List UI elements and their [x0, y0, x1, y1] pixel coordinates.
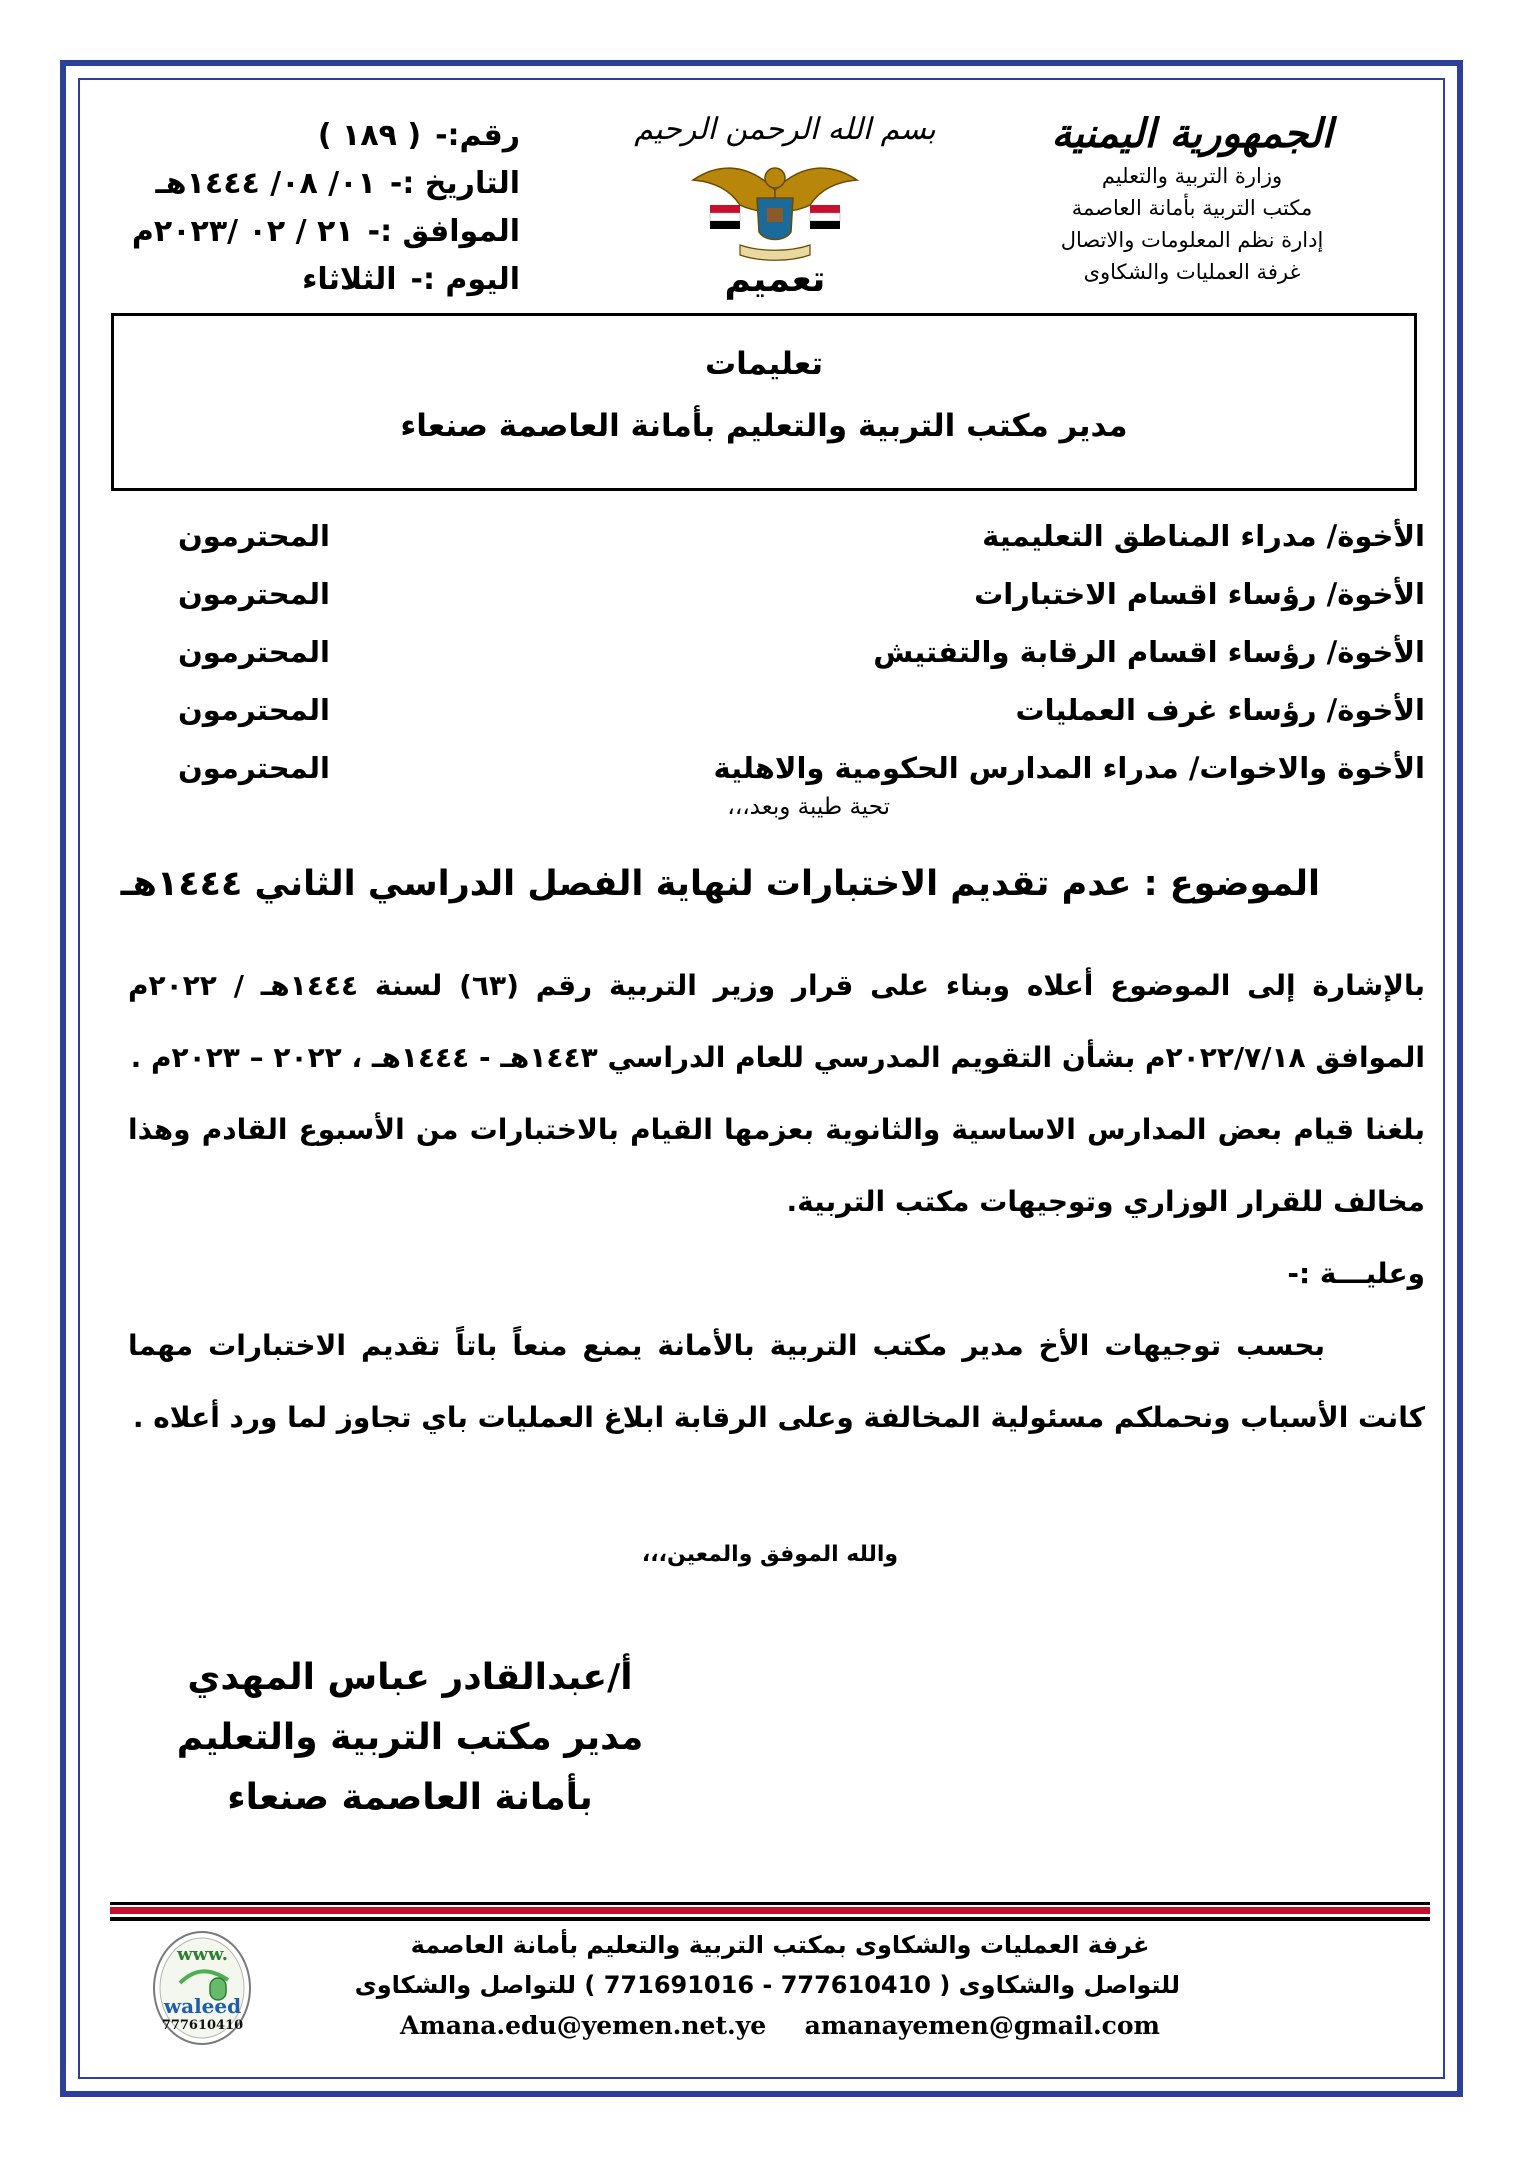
meta-date-value: ٠١/ ٠٨/ ١٤٤٤هـ — [155, 166, 376, 201]
email-gmail[interactable]: amanayemen@gmail.com — [804, 2011, 1160, 2040]
body-paragraph-accordingly: وعليـــة :- — [1287, 1257, 1425, 1290]
recipient-honorific: المحترمون — [178, 751, 330, 785]
ministry-name: وزارة التربية والتعليم — [1101, 164, 1283, 188]
basmala: بسم الله الرحمن الرحيم — [634, 112, 936, 147]
republic-name: الجمهورية اليمنية — [1051, 110, 1333, 157]
signature-block — [170, 1648, 650, 1828]
recipient-row — [170, 626, 1425, 684]
signatory-name: أ/عبدالقادر عباس المهدي — [187, 1657, 633, 1698]
body-paragraph-reference: بالإشارة إلى الموضوع أعلاه وبناء على قرار وزير التربية رقم (٦٣) لسنة ١٤٤٤هـ / ٢٠٢٢م الموافق ٢٠٢٢/٧/١٨م بشأن التقويم المدرسي للعام الدراسي ١٤٤٣هـ - ١٤٤٤هـ ، ٢٠٢٢ – ٢٠٢٣م . — [128, 969, 1425, 1074]
title-box — [111, 313, 1417, 491]
footer-stripe-red — [110, 1907, 1430, 1914]
recipients-list — [170, 510, 1425, 800]
letter-body — [128, 950, 1425, 1454]
recipient-honorific: المحترمون — [178, 577, 330, 611]
logo-www: www. — [177, 1944, 228, 1965]
meta-number-value: ( ١٨٩ ) — [317, 118, 422, 153]
recipient-name: الأخوة والاخوات/ مدراء المدارس الحكومية والاهلية — [713, 751, 1425, 785]
footer-stripe-black — [110, 1902, 1430, 1905]
circular-label: تعميم — [724, 259, 826, 300]
department-name: إدارة نظم المعلومات والاتصال — [1060, 228, 1324, 252]
signatory-office: بأمانة العاصمة صنعاء — [227, 1777, 593, 1818]
meta-day — [140, 256, 520, 304]
waleed-logo — [150, 1928, 255, 2046]
closing-phrase: والله الموفق والمعين،،، — [641, 1542, 899, 1567]
meta-day-label: اليوم :- — [410, 262, 520, 297]
logo-name: waleed — [163, 1994, 242, 2018]
footer-emails — [400, 2006, 1160, 2046]
yemen-emblem-icon — [685, 150, 865, 270]
footer-unit: غرفة العمليات والشكاوى بمكتب التربية والتعليم بأمانة العاصمة — [410, 1931, 1150, 1959]
recipient-name: الأخوة/ رؤساء اقسام الاختبارات — [974, 577, 1425, 611]
meta-day-value: الثلاثاء — [302, 262, 397, 297]
recipient-row — [170, 568, 1425, 626]
meta-gregorian-label: الموافق :- — [367, 214, 520, 249]
recipient-honorific: المحترمون — [178, 519, 330, 553]
title-issuer: مدير مكتب التربية والتعليم بأمانة العاصمة صنعاء — [400, 408, 1128, 444]
footer-stripe-black-bottom — [110, 1917, 1430, 1921]
logo-number: 777610410 — [161, 2018, 244, 2033]
subject-line: الموضوع : عدم تقديم الاختبارات لنهاية الفصل الدراسي الثاني ١٤٤٤هـ — [120, 864, 1320, 904]
unit-name: غرفة العمليات والشكاوى — [1083, 260, 1301, 284]
recipient-honorific: المحترمون — [178, 693, 330, 727]
footer-contact — [354, 1925, 1180, 2005]
body-paragraph-directive: بحسب توجيهات الأخ مدير مكتب التربية بالأمانة يمنع منعاً باتاً تقديم الاختبارات مهما كانت الأسباب ونحملكم مسئولية المخالفة وعلى الرقابة ابلاغ العمليات باي تجاوز لما ورد أعلاه . — [128, 1329, 1425, 1434]
office-name: مكتب التربية بأمانة العاصمة — [1071, 196, 1313, 220]
meta-date — [140, 160, 520, 208]
meta-gregorian-value: ٢١ / ٠٢ /٢٠٢٣م — [131, 214, 354, 249]
meta-number-label: رقم:- — [435, 118, 520, 153]
recipient-name: الأخوة/ رؤساء اقسام الرقابة والتفتيش — [873, 635, 1425, 669]
meta-number — [140, 112, 520, 160]
organization-header — [1027, 108, 1357, 288]
recipient-row — [170, 510, 1425, 568]
meta-date-label: التاريخ :- — [389, 166, 520, 201]
greeting: تحية طيبة وبعد،،، — [727, 794, 890, 820]
recipient-row — [170, 684, 1425, 742]
body-paragraph-issue: بلغنا قيام بعض المدارس الاساسية والثانوية بعزمها القيام بالاختبارات من الأسبوع القادم وهذا مخالف للقرار الوزاري وتوجيهات مكتب التربية. — [128, 1113, 1425, 1218]
title-instructions: تعليمات — [704, 346, 824, 382]
footer-phones: للتواصل والشكاوى ( 777610410 - 771691016 ) للتواصل والشكاوى — [354, 1971, 1180, 1999]
meta-gregorian — [131, 208, 520, 256]
recipient-name: الأخوة/ رؤساء غرف العمليات — [1015, 693, 1425, 727]
recipient-honorific: المحترمون — [178, 635, 330, 669]
signatory-title: مدير مكتب التربية والتعليم — [176, 1717, 644, 1758]
reference-meta — [131, 112, 520, 304]
email-amana[interactable]: Amana.edu@yemen.net.ye — [400, 2011, 767, 2040]
recipient-name: الأخوة/ مدراء المناطق التعليمية — [982, 519, 1425, 553]
